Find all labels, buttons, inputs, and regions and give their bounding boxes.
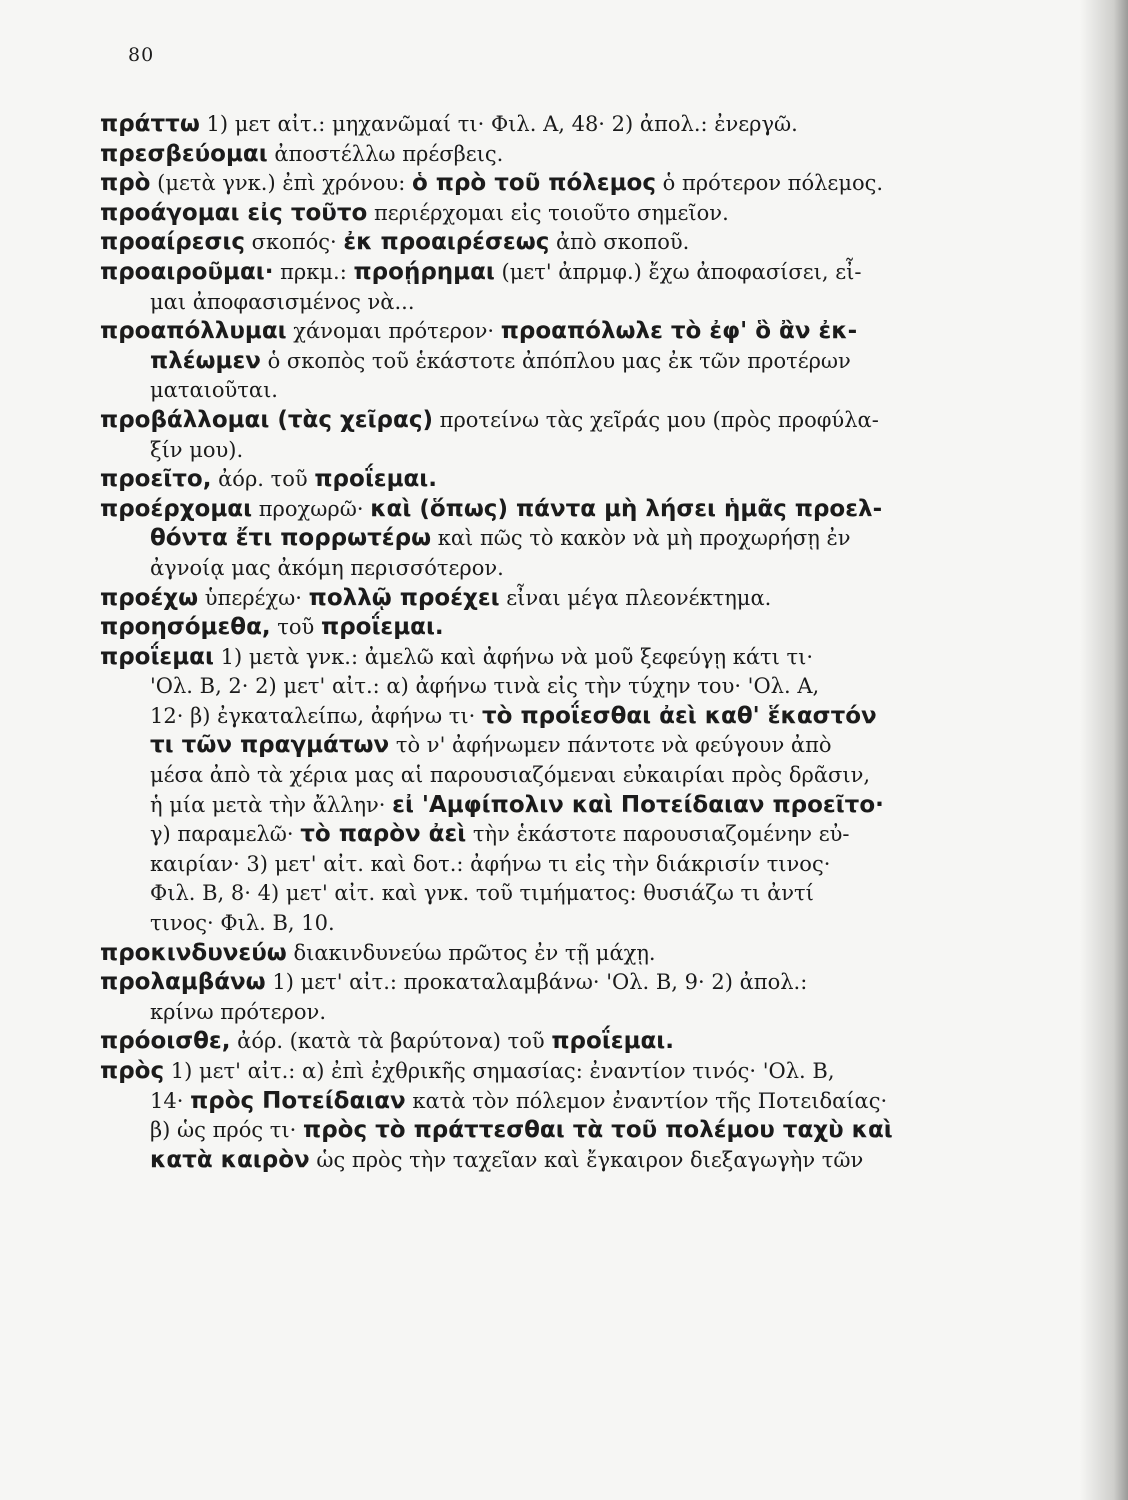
bold-phrase: τι τῶν πραγμάτων: [150, 732, 390, 759]
dictionary-entry: [100, 1027, 980, 1057]
entry-line: [100, 1146, 980, 1176]
entry-line: [100, 376, 980, 406]
headword: προαπόλλυμαι: [100, 318, 287, 345]
definition-text: τοῦ: [270, 615, 322, 640]
entry-line: [100, 1027, 980, 1057]
entry-line: [100, 702, 980, 732]
dictionary-entry: [100, 465, 980, 495]
entry-line: [100, 465, 980, 495]
dictionary-entry: [100, 169, 980, 199]
definition-text: γ) παραμελῶ·: [150, 822, 301, 847]
dictionary-entry: [100, 258, 980, 317]
definition-text: ἀποστέλλω πρέσβεις.: [267, 141, 504, 166]
definition-text: περιέρχομαι εἰς τοιοῦτο σημεῖον.: [367, 200, 729, 225]
entry-line: [100, 672, 980, 702]
bold-phrase: προΐεμαι.: [314, 466, 438, 493]
definition-text: Φιλ. Β, 8· 4) μετ' αἰτ. καὶ γνκ. τοῦ τιμήματος: θυσιάζω τι ἀντί: [150, 881, 814, 906]
definition-text: 12· β) ἐγκαταλείπω, ἀφήνω τι·: [150, 703, 482, 728]
definition-text: προτείνω τὰς χεῖράς μου (πρὸς προφύλα-: [432, 407, 879, 432]
definition-text: ἡ μία μετὰ τὴν ἄλλην·: [150, 792, 393, 817]
entry-line: [100, 317, 980, 347]
dictionary-entry: [100, 613, 980, 643]
bold-phrase: πλέωμεν: [150, 347, 261, 374]
definition-text: ἀγνοίᾳ μας ἀκόμη περισσότερον.: [150, 555, 504, 580]
definition-text: κατὰ τὸν πόλεμον ἐναντίον τῆς Ποτειδαίας·: [405, 1088, 888, 1113]
headword: προαίρεσις: [100, 229, 245, 256]
bold-phrase: πρὸς Ποτείδαιαν: [190, 1087, 406, 1114]
definition-text: 1) μετὰ γνκ.: ἀμελῶ καὶ ἀφήνω νὰ μοῦ ξεφεύγῃ κάτι τι·: [213, 644, 814, 669]
entry-line: [100, 524, 980, 554]
definition-text: 'Ολ. Β, 2· 2) μετ' αἰτ.: α) ἀφήνω τινὰ εἰς τὴν τύχην του· 'Ολ. Α,: [150, 674, 820, 699]
definition-text: σκοπός·: [245, 230, 344, 255]
headword: προαιροῦμαι·: [100, 258, 274, 285]
headword: προέχω: [100, 584, 199, 611]
bold-phrase: τὸ προΐεσθαι ἀεὶ καθ' ἕκαστόν: [481, 702, 877, 729]
entry-line: [100, 761, 980, 791]
entry-line: [100, 613, 980, 643]
headword: προΐεμαι: [100, 643, 214, 670]
dictionary-entry: [100, 939, 980, 969]
definition-text: 1) μετ αἰτ.: μηχανῶμαί τι· Φιλ. Α, 48· 2) ἀπολ.: ἐνεργῶ.: [199, 112, 798, 136]
entry-line: [100, 228, 980, 258]
bold-phrase: πολλῷ προέχει: [308, 584, 500, 611]
entry-line: [100, 110, 980, 140]
dictionary-entry: [100, 317, 980, 406]
definition-text: β) ὡς πρός τι·: [150, 1118, 303, 1143]
entry-line: [100, 643, 980, 673]
definition-text: ἀπὸ σκοποῦ.: [549, 230, 690, 255]
entry-line: [100, 1087, 980, 1117]
bold-phrase: καὶ (ὅπως) πάντα μὴ λήσει ἡμᾶς προελ-: [370, 495, 883, 522]
dictionary-entry: [100, 199, 980, 229]
dictionary-entry: [100, 110, 980, 140]
definition-text: χάνομαι πρότερον·: [286, 319, 501, 344]
definition-text: (μετ' ἀπρμφ.) ἔχω ἀποφασίσει, εἶ-: [494, 259, 862, 284]
entry-line: [100, 1057, 980, 1087]
definition-text: ὑπερέχω·: [198, 585, 309, 610]
definition-text: τὸ ν' ἀφήνωμεν πάντοτε νὰ φεύγουν ἀπὸ: [389, 733, 832, 758]
page-number: 80: [128, 44, 155, 66]
binding-shadow: [1080, 0, 1128, 1500]
dictionary-body: [100, 110, 980, 1175]
definition-text: κρίνω πρότερον.: [150, 999, 326, 1024]
definition-text: 14·: [150, 1088, 191, 1113]
bold-phrase: προῄρημαι: [353, 258, 495, 285]
definition-text: τινος· Φιλ. Β, 10.: [150, 911, 335, 936]
entry-line: [100, 968, 980, 998]
definition-text: μαι ἀποφασισμένος νὰ...: [150, 289, 415, 314]
definition-text: 1) μετ' αἰτ.: α) ἐπὶ ἐχθρικῆς σημασίας: ἐναντίον τινός· 'Ολ. Β,: [164, 1059, 835, 1083]
headword: πράττω: [100, 111, 200, 137]
entry-line: [100, 998, 980, 1028]
bold-phrase: κατὰ καιρὸν: [150, 1146, 310, 1173]
headword: πρεσβεύομαι: [100, 140, 268, 167]
headword: προησόμεθα,: [100, 614, 271, 641]
bold-phrase: προαπόλωλε τὸ ἐφ' ὃ ἂν ἐκ-: [500, 318, 858, 345]
definition-text: ξίν μου).: [150, 437, 244, 462]
entry-line: [100, 1116, 980, 1146]
entry-line: [100, 199, 980, 229]
entry-line: [100, 820, 980, 850]
definition-text: τὴν ἑκάστοτε παρουσιαζομένην εὐ-: [466, 822, 850, 847]
definition-text: ὡς πρὸς τὴν ταχεῖαν καὶ ἔγκαιρον διεξαγωγὴν τῶν: [309, 1147, 864, 1172]
entry-line: [100, 554, 980, 584]
definition-text: ὁ πρότερον πόλεμος.: [655, 171, 884, 196]
headword: προέρχομαι: [100, 495, 253, 522]
dictionary-entry: [100, 584, 980, 614]
headword: προεῖτο,: [100, 466, 212, 493]
entry-line: [100, 288, 980, 318]
definition-text: προχωρῶ·: [252, 496, 371, 521]
bold-phrase: πρὸς τὸ πράττεσθαι τὰ τοῦ πολέμου ταχὺ καὶ: [303, 1117, 893, 1144]
bold-phrase: εἰ 'Αμφίπολιν καὶ Ποτείδαιαν προεῖτο·: [392, 791, 884, 818]
definition-text: ἀόρ. (κατὰ τὰ βαρύτονα) τοῦ: [230, 1029, 552, 1054]
definition-text: διακινδυνεύω πρῶτος ἐν τῇ μάχῃ.: [286, 940, 656, 965]
definition-text: καὶ πῶς τὸ κακὸν νὰ μὴ προχωρήσῃ ἐν: [431, 526, 851, 551]
definition-text: πρκμ.:: [273, 259, 354, 284]
bold-phrase: θόντα ἔτι πορρωτέρω: [150, 525, 432, 552]
definition-text: 1) μετ' αἰτ.: προκαταλαμβάνω· 'Ολ. Β, 9· 2) ἀπολ.:: [265, 970, 808, 995]
entry-line: [100, 791, 980, 821]
definition-text: μέσα ἀπὸ τὰ χέρια μας αἱ παρουσιαζόμεναι εὐκαιρίαι πρὸς δρᾶσιν,: [150, 763, 871, 788]
definition-text: εἶναι μέγα πλεονέκτημα.: [499, 585, 772, 610]
entry-line: [100, 169, 980, 199]
entry-line: [100, 909, 980, 939]
entry-line: [100, 939, 980, 969]
definition-text: καιρίαν· 3) μετ' αἰτ. καὶ δοτ.: ἀφήνω τι εἰς τὴν διάκρισίν τινος·: [150, 851, 831, 876]
bold-phrase: ἐκ προαιρέσεως: [343, 229, 550, 256]
headword: προλαμβάνω: [100, 969, 266, 996]
definition-text: ὁ σκοπὸς τοῦ ἑκάστοτε ἀπόπλου μας ἐκ τῶν προτέρων: [260, 348, 851, 373]
headword: πρὸ: [100, 170, 151, 197]
dictionary-entry: [100, 406, 980, 465]
dictionary-entry: [100, 495, 980, 584]
definition-text: ἀόρ. τοῦ: [211, 467, 315, 492]
entry-line: [100, 879, 980, 909]
entry-line: [100, 406, 980, 436]
dictionary-entry: [100, 1057, 980, 1175]
bold-phrase: προΐεμαι.: [321, 614, 444, 641]
definition-text: (μετὰ γνκ.) ἐπὶ χρόνου:: [150, 171, 412, 196]
definition-text: ματαιοῦται.: [150, 378, 278, 403]
headword: πρὸς: [100, 1058, 165, 1084]
entry-line: [100, 436, 980, 466]
bold-phrase: ὁ πρὸ τοῦ πόλεμος: [411, 170, 656, 197]
entry-line: [100, 584, 980, 614]
headword: προκινδυνεύω: [100, 939, 287, 966]
dictionary-entry: [100, 643, 980, 939]
headword: πρόοισθε,: [100, 1028, 231, 1055]
bold-phrase: προΐεμαι.: [551, 1028, 674, 1055]
dictionary-entry: [100, 968, 980, 1027]
entry-line: [100, 347, 980, 377]
entry-line: [100, 140, 980, 170]
entry-line: [100, 850, 980, 880]
headword: προάγομαι εἰς τοῦτο: [100, 199, 368, 226]
entry-line: [100, 495, 980, 525]
entry-line: [100, 731, 980, 761]
entry-line: [100, 258, 980, 288]
dictionary-entry: [100, 228, 980, 258]
dictionary-entry: [100, 140, 980, 170]
bold-phrase: τὸ παρὸν ἀεὶ: [300, 821, 467, 848]
headword: προβάλλομαι (τὰς χεῖρας): [100, 406, 433, 433]
